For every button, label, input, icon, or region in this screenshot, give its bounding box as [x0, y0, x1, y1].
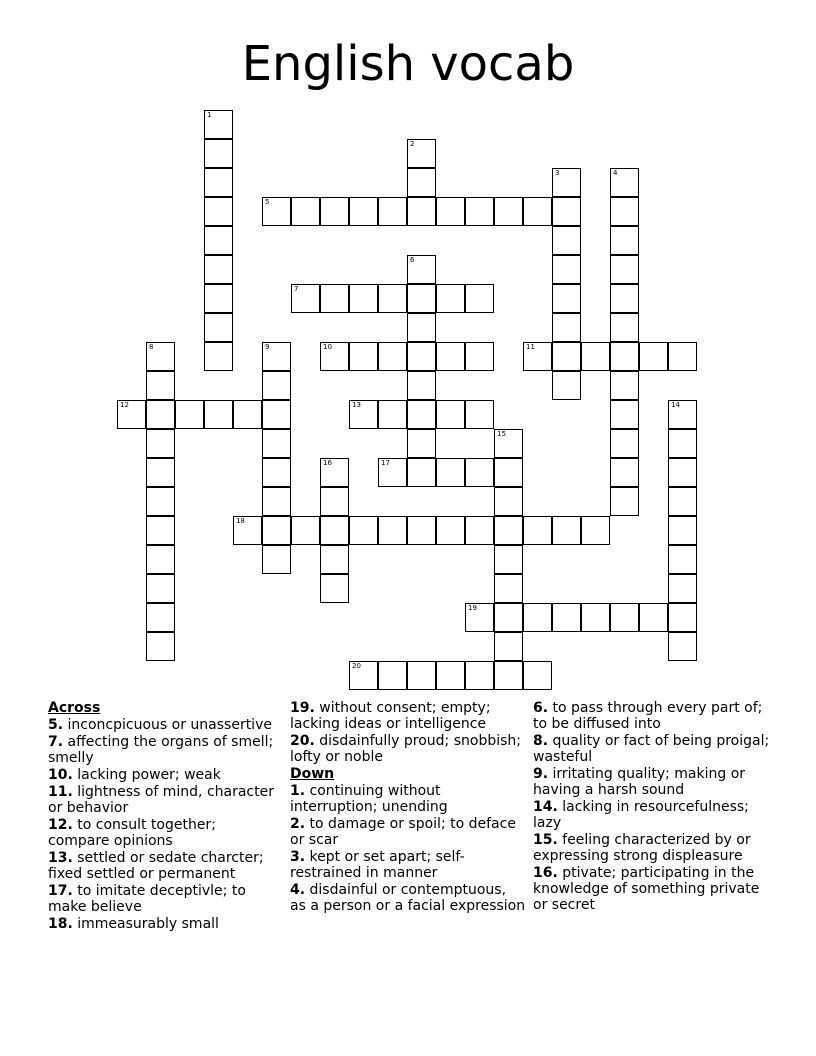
- grid-cell[interactable]: [465, 516, 494, 545]
- grid-cell[interactable]: [407, 458, 436, 487]
- grid-cell[interactable]: [407, 168, 436, 197]
- grid-cell[interactable]: [610, 429, 639, 458]
- grid-cell[interactable]: [262, 458, 291, 487]
- grid-cell[interactable]: [494, 516, 523, 545]
- clue-down-6: 6. to pass through every part of; to be diffused into: [533, 700, 763, 732]
- clues-column-3: [533, 700, 773, 914]
- grid-cell[interactable]: [378, 342, 407, 371]
- grid-cell[interactable]: [204, 139, 233, 168]
- grid-cell[interactable]: [581, 516, 610, 545]
- clue-across-17: 17. to imitate deceptivle; to make believe: [48, 883, 246, 915]
- grid-cell[interactable]: [552, 516, 581, 545]
- grid-cell[interactable]: [668, 458, 697, 487]
- grid-cell[interactable]: [581, 603, 610, 632]
- grid-cell[interactable]: [262, 197, 291, 226]
- clue-across-5: 5. inconcpicuous or unassertive: [48, 717, 272, 733]
- grid-cell[interactable]: [552, 226, 581, 255]
- grid-cell[interactable]: [378, 197, 407, 226]
- grid-cell[interactable]: [581, 342, 610, 371]
- grid-cell[interactable]: [378, 661, 407, 690]
- grid-cell[interactable]: [146, 545, 175, 574]
- grid-cell[interactable]: [262, 429, 291, 458]
- grid-cell[interactable]: [552, 168, 581, 197]
- grid-cell[interactable]: [146, 458, 175, 487]
- grid-cell[interactable]: [610, 226, 639, 255]
- grid-cell[interactable]: [407, 429, 436, 458]
- clue-across-13: 13. settled or sedate charcter; fixed settled or permanent: [48, 850, 264, 882]
- grid-cell[interactable]: [436, 458, 465, 487]
- clue-down-4: 4. disdainful or contemptuous, as a person or a facial expression: [290, 882, 526, 914]
- cell-number: 10: [323, 343, 332, 351]
- grid-cell[interactable]: [146, 603, 175, 632]
- grid-cell[interactable]: [117, 400, 146, 429]
- clue-across-19: 19. without consent; empty; lacking ideas or intelligence: [290, 700, 491, 732]
- cell-number: 17: [381, 459, 390, 467]
- grid-cell[interactable]: [407, 284, 436, 313]
- grid-cell[interactable]: [494, 545, 523, 574]
- cell-number: 20: [352, 662, 361, 670]
- grid-cell[interactable]: [552, 313, 581, 342]
- cell-number: 14: [671, 401, 680, 409]
- grid-cell[interactable]: [552, 284, 581, 313]
- grid-cell[interactable]: [436, 342, 465, 371]
- cell-number: 9: [265, 343, 270, 351]
- grid-cell[interactable]: [436, 516, 465, 545]
- grid-cell[interactable]: [407, 139, 436, 168]
- clues-column-2: [290, 700, 526, 915]
- grid-cell[interactable]: [610, 400, 639, 429]
- grid-cell[interactable]: [146, 342, 175, 371]
- grid-cell[interactable]: [407, 342, 436, 371]
- grid-cell[interactable]: [610, 487, 639, 516]
- cell-number: 4: [613, 169, 618, 177]
- clue-across-11: 11. lightness of mind, character or behavior: [48, 784, 274, 816]
- grid-cell[interactable]: [610, 603, 639, 632]
- grid-cell[interactable]: [436, 197, 465, 226]
- grid-cell[interactable]: [146, 487, 175, 516]
- grid-cell[interactable]: [262, 342, 291, 371]
- grid-cell[interactable]: [668, 400, 697, 429]
- cell-number: 18: [236, 517, 245, 525]
- grid-cell[interactable]: [320, 342, 349, 371]
- page-title: English vocab: [241, 36, 575, 92]
- grid-cell[interactable]: [523, 661, 552, 690]
- grid-cell[interactable]: [436, 400, 465, 429]
- cell-number: 16: [323, 459, 332, 467]
- grid-cell[interactable]: [523, 197, 552, 226]
- grid-cell[interactable]: [610, 371, 639, 400]
- grid-cell[interactable]: [436, 284, 465, 313]
- grid-cell[interactable]: [378, 458, 407, 487]
- grid-cell[interactable]: [668, 545, 697, 574]
- grid-cell[interactable]: [378, 400, 407, 429]
- grid-cell[interactable]: [494, 661, 523, 690]
- grid-cell[interactable]: [204, 197, 233, 226]
- grid-cell[interactable]: [494, 632, 523, 661]
- grid-cell[interactable]: [349, 400, 378, 429]
- grid-cell[interactable]: [233, 516, 262, 545]
- cell-number: 1: [207, 111, 212, 119]
- grid-cell[interactable]: [146, 574, 175, 603]
- grid-cell[interactable]: [552, 371, 581, 400]
- grid-cell[interactable]: [465, 661, 494, 690]
- cell-number: 8: [149, 343, 154, 351]
- grid-cell[interactable]: [320, 284, 349, 313]
- grid-cell[interactable]: [146, 400, 175, 429]
- grid-cell[interactable]: [204, 226, 233, 255]
- grid-cell[interactable]: [320, 516, 349, 545]
- grid-cell[interactable]: [204, 255, 233, 284]
- grid-cell[interactable]: [610, 255, 639, 284]
- grid-cell[interactable]: [320, 487, 349, 516]
- grid-cell[interactable]: [349, 284, 378, 313]
- grid-cell[interactable]: [291, 284, 320, 313]
- grid-cell[interactable]: [523, 603, 552, 632]
- clues-column-1: [48, 700, 280, 933]
- down-heading: Down: [290, 766, 335, 782]
- grid-cell[interactable]: [494, 487, 523, 516]
- grid-cell[interactable]: [146, 371, 175, 400]
- grid-cell[interactable]: [146, 632, 175, 661]
- grid-cell[interactable]: [378, 284, 407, 313]
- grid-cell[interactable]: [523, 342, 552, 371]
- across-heading: Across: [48, 700, 101, 716]
- grid-cell[interactable]: [204, 284, 233, 313]
- grid-cell[interactable]: [552, 342, 581, 371]
- clue-down-8: 8. quality or fact of being proigal; wasteful: [533, 733, 770, 765]
- grid-cell[interactable]: [204, 313, 233, 342]
- grid-cell[interactable]: [610, 284, 639, 313]
- clue-down-15: 15. feeling characterized by or expressing strong displeasure: [533, 832, 751, 864]
- clue-down-16: 16. ptivate; participating in the knowledge of something private or secret: [533, 865, 760, 913]
- grid-cell[interactable]: [204, 342, 233, 371]
- clue-across-20: 20. disdainfully proud; snobbish; lofty or noble: [290, 733, 521, 765]
- grid-cell[interactable]: [407, 400, 436, 429]
- grid-cell[interactable]: [407, 661, 436, 690]
- grid-cell[interactable]: [552, 255, 581, 284]
- grid-cell[interactable]: [668, 516, 697, 545]
- grid-cell[interactable]: [610, 197, 639, 226]
- grid-cell[interactable]: [349, 661, 378, 690]
- clue-across-12: 12. to consult together; compare opinions: [48, 817, 216, 849]
- grid-cell[interactable]: [668, 342, 697, 371]
- grid-cell[interactable]: [349, 342, 378, 371]
- grid-cell[interactable]: [494, 603, 523, 632]
- grid-cell[interactable]: [465, 458, 494, 487]
- grid-cell[interactable]: [465, 284, 494, 313]
- grid-cell[interactable]: [610, 313, 639, 342]
- grid-cell[interactable]: [320, 458, 349, 487]
- cell-number: 6: [410, 256, 415, 264]
- grid-cell[interactable]: [320, 197, 349, 226]
- grid-cell[interactable]: [668, 429, 697, 458]
- grid-cell[interactable]: [552, 603, 581, 632]
- grid-cell[interactable]: [262, 487, 291, 516]
- grid-cell[interactable]: [639, 342, 668, 371]
- grid-cell[interactable]: [610, 458, 639, 487]
- grid-cell[interactable]: [668, 603, 697, 632]
- grid-cell[interactable]: [465, 342, 494, 371]
- grid-cell[interactable]: [407, 197, 436, 226]
- cell-number: 11: [526, 343, 535, 351]
- cell-number: 12: [120, 401, 129, 409]
- cell-number: 19: [468, 604, 477, 612]
- grid-cell[interactable]: [436, 661, 465, 690]
- grid-cell[interactable]: [146, 429, 175, 458]
- clue-down-3: 3. kept or set apart; self-restrained in manner: [290, 849, 465, 881]
- grid-cell[interactable]: [494, 458, 523, 487]
- cell-number: 7: [294, 285, 299, 293]
- grid-cell[interactable]: [320, 574, 349, 603]
- grid-cell[interactable]: [349, 197, 378, 226]
- grid-cell[interactable]: [639, 603, 668, 632]
- grid-cell[interactable]: [494, 574, 523, 603]
- grid-cell[interactable]: [349, 516, 378, 545]
- clue-down-1: 1. continuing without interruption; unending: [290, 783, 448, 815]
- grid-cell[interactable]: [262, 371, 291, 400]
- cell-number: 5: [265, 198, 270, 206]
- grid-cell[interactable]: [291, 197, 320, 226]
- grid-cell[interactable]: [494, 197, 523, 226]
- grid-cell[interactable]: [465, 400, 494, 429]
- clue-down-2: 2. to damage or spoil; to deface or scar: [290, 816, 516, 848]
- grid-cell[interactable]: [378, 516, 407, 545]
- grid-cell[interactable]: [494, 429, 523, 458]
- grid-cell[interactable]: [204, 400, 233, 429]
- grid-cell[interactable]: [407, 313, 436, 342]
- grid-cell[interactable]: [407, 255, 436, 284]
- clue-across-7: 7. affecting the organs of smell; smelly: [48, 734, 274, 766]
- grid-cell[interactable]: [610, 168, 639, 197]
- clue-down-14: 14. lacking in resourcefulness; lazy: [533, 799, 749, 831]
- clue-across-10: 10. lacking power; weak: [48, 767, 221, 783]
- grid-cell[interactable]: [262, 545, 291, 574]
- grid-cell[interactable]: [407, 371, 436, 400]
- cell-number: 13: [352, 401, 361, 409]
- grid-cell[interactable]: [407, 516, 436, 545]
- grid-cell[interactable]: [523, 516, 552, 545]
- clue-across-18: 18. immeasurably small: [48, 916, 219, 932]
- grid-cell[interactable]: [668, 632, 697, 661]
- grid-cell[interactable]: [610, 342, 639, 371]
- grid-cell[interactable]: [668, 487, 697, 516]
- grid-cell[interactable]: [320, 545, 349, 574]
- grid-cell[interactable]: [465, 603, 494, 632]
- cell-number: 3: [555, 169, 560, 177]
- clue-down-9: 9. irritating quality; making or having a harsh sound: [533, 766, 746, 798]
- grid-cell[interactable]: [204, 168, 233, 197]
- grid-cell[interactable]: [262, 516, 291, 545]
- cell-number: 15: [497, 430, 506, 438]
- cell-number: 2: [410, 140, 415, 148]
- grid-cell[interactable]: [552, 197, 581, 226]
- grid-cell[interactable]: [668, 574, 697, 603]
- grid-cell[interactable]: [146, 516, 175, 545]
- grid-cell[interactable]: [175, 400, 204, 429]
- grid-cell[interactable]: [262, 400, 291, 429]
- grid-cell[interactable]: [233, 400, 262, 429]
- grid-cell[interactable]: [204, 110, 233, 139]
- grid-cell[interactable]: [291, 516, 320, 545]
- grid-cell[interactable]: [465, 197, 494, 226]
